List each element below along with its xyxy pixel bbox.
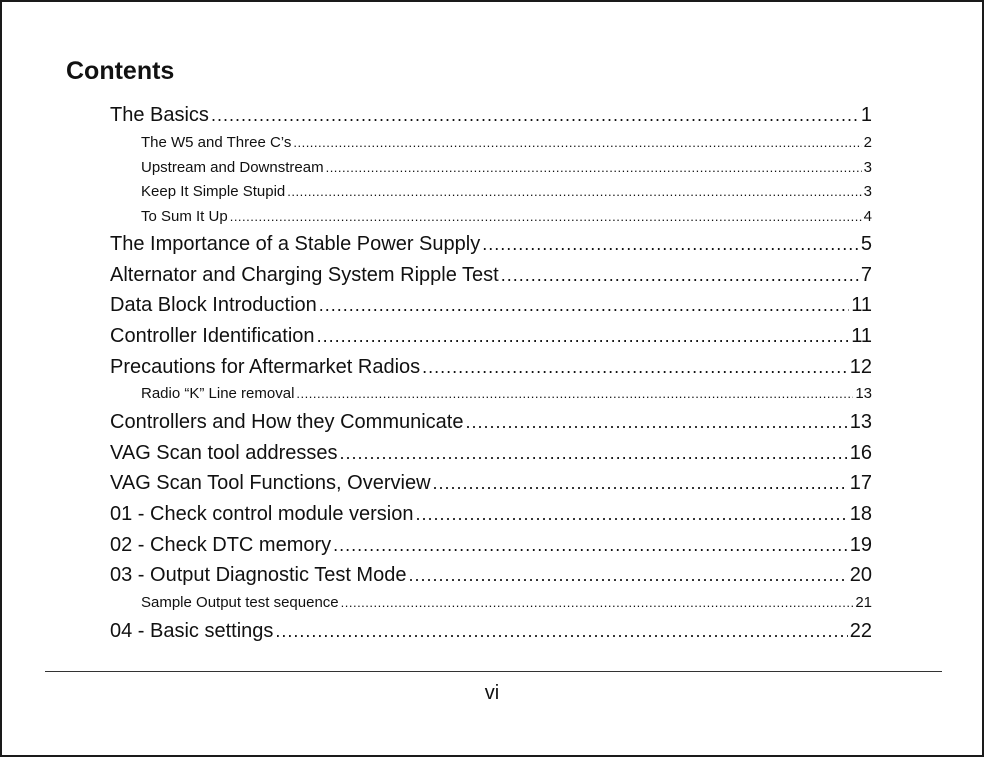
dot-leader bbox=[433, 468, 848, 499]
toc-entry-title: 02 - Check DTC memory bbox=[110, 533, 332, 556]
toc-subentry bbox=[110, 591, 872, 616]
toc-entry-page: 13 bbox=[849, 410, 872, 433]
dot-leader bbox=[340, 438, 848, 469]
toc-subentry-page: 13 bbox=[855, 385, 872, 403]
toc-entry bbox=[110, 100, 872, 131]
toc-subentry-page: 3 bbox=[863, 158, 872, 176]
toc-subentry bbox=[110, 156, 872, 181]
table-of-contents bbox=[110, 100, 872, 646]
toc-entry-page: 17 bbox=[849, 472, 872, 495]
footer-divider bbox=[45, 671, 942, 672]
dot-leader bbox=[319, 290, 849, 321]
toc-entry-page: 1 bbox=[860, 104, 872, 126]
toc-subentry-title: Upstream and Downstream bbox=[141, 158, 324, 176]
dot-leader bbox=[317, 321, 850, 352]
toc-subentry-page: 21 bbox=[855, 594, 872, 612]
toc-entry-page: 5 bbox=[860, 233, 872, 255]
toc-entry bbox=[110, 229, 872, 260]
toc-entry bbox=[110, 560, 872, 591]
toc-entry-title: Controllers and How they Communicate bbox=[110, 410, 464, 433]
toc-entry-page: 19 bbox=[849, 533, 872, 556]
toc-entry bbox=[110, 468, 872, 499]
toc-entry bbox=[110, 321, 872, 352]
toc-entry-title: Data Block Introduction bbox=[110, 294, 317, 317]
dot-leader bbox=[230, 205, 862, 230]
toc-entry-page: 16 bbox=[849, 441, 872, 464]
toc-entry bbox=[110, 530, 872, 561]
toc-entry-page: 12 bbox=[849, 355, 872, 378]
toc-entry-title: VAG Scan Tool Functions, Overview bbox=[110, 472, 431, 495]
dot-leader bbox=[466, 407, 848, 438]
dot-leader bbox=[293, 131, 861, 156]
toc-entry-title: The Basics bbox=[110, 104, 209, 126]
page-title: Contents bbox=[66, 57, 175, 85]
dot-leader bbox=[408, 560, 847, 591]
toc-subentry bbox=[110, 180, 872, 205]
dot-leader bbox=[326, 156, 862, 181]
page-number: vi bbox=[484, 682, 500, 704]
toc-subentry bbox=[110, 131, 872, 156]
toc-entry-title: Controller Identification bbox=[110, 325, 315, 348]
dot-leader bbox=[422, 352, 848, 383]
dot-leader bbox=[275, 616, 847, 647]
toc-entry-title: 04 - Basic settings bbox=[110, 619, 274, 642]
toc-entry-page: 22 bbox=[849, 619, 872, 642]
toc-subentry-title: Sample Output test sequence bbox=[141, 594, 339, 612]
toc-entry-title: The Importance of a Stable Power Supply bbox=[110, 233, 481, 255]
toc-entry bbox=[110, 260, 872, 291]
toc-entry-title: 03 - Output Diagnostic Test Mode bbox=[110, 564, 407, 587]
toc-entry bbox=[110, 352, 872, 383]
toc-entry bbox=[110, 499, 872, 530]
dot-leader bbox=[482, 229, 859, 260]
toc-entry-page: 18 bbox=[849, 503, 872, 525]
dot-leader bbox=[287, 180, 861, 205]
toc-entry-page: 7 bbox=[860, 263, 872, 286]
toc-subentry-page: 4 bbox=[863, 207, 872, 225]
toc-entry bbox=[110, 438, 872, 469]
toc-subentry-title: Keep It Simple Stupid bbox=[141, 183, 286, 200]
dot-leader bbox=[501, 260, 859, 291]
toc-entry-title: VAG Scan tool addresses bbox=[110, 441, 338, 464]
toc-subentry-title: The W5 and Three C’s bbox=[141, 134, 292, 151]
toc-entry-page: 20 bbox=[849, 564, 872, 587]
toc-subentry-title: To Sum It Up bbox=[141, 207, 228, 225]
dot-leader bbox=[415, 499, 847, 530]
toc-entry bbox=[110, 290, 872, 321]
toc-subentry bbox=[110, 205, 872, 230]
toc-entry-page: 11 bbox=[851, 325, 872, 348]
toc-entry bbox=[110, 616, 872, 647]
dot-leader bbox=[333, 530, 848, 561]
toc-subentry-page: 3 bbox=[863, 183, 872, 200]
toc-subentry bbox=[110, 382, 872, 407]
dot-leader bbox=[211, 100, 859, 131]
toc-subentry-page: 2 bbox=[863, 134, 872, 151]
toc-entry-title: Alternator and Charging System Ripple Test bbox=[110, 263, 499, 286]
toc-subentry-title: Radio “K” Line removal bbox=[141, 385, 295, 403]
toc-entry-page: 11 bbox=[851, 294, 872, 317]
toc-entry bbox=[110, 407, 872, 438]
dot-leader bbox=[296, 382, 853, 407]
toc-entry-title: 01 - Check control module version bbox=[110, 503, 414, 525]
toc-entry-title: Precautions for Aftermarket Radios bbox=[110, 355, 421, 378]
dot-leader bbox=[341, 591, 854, 616]
